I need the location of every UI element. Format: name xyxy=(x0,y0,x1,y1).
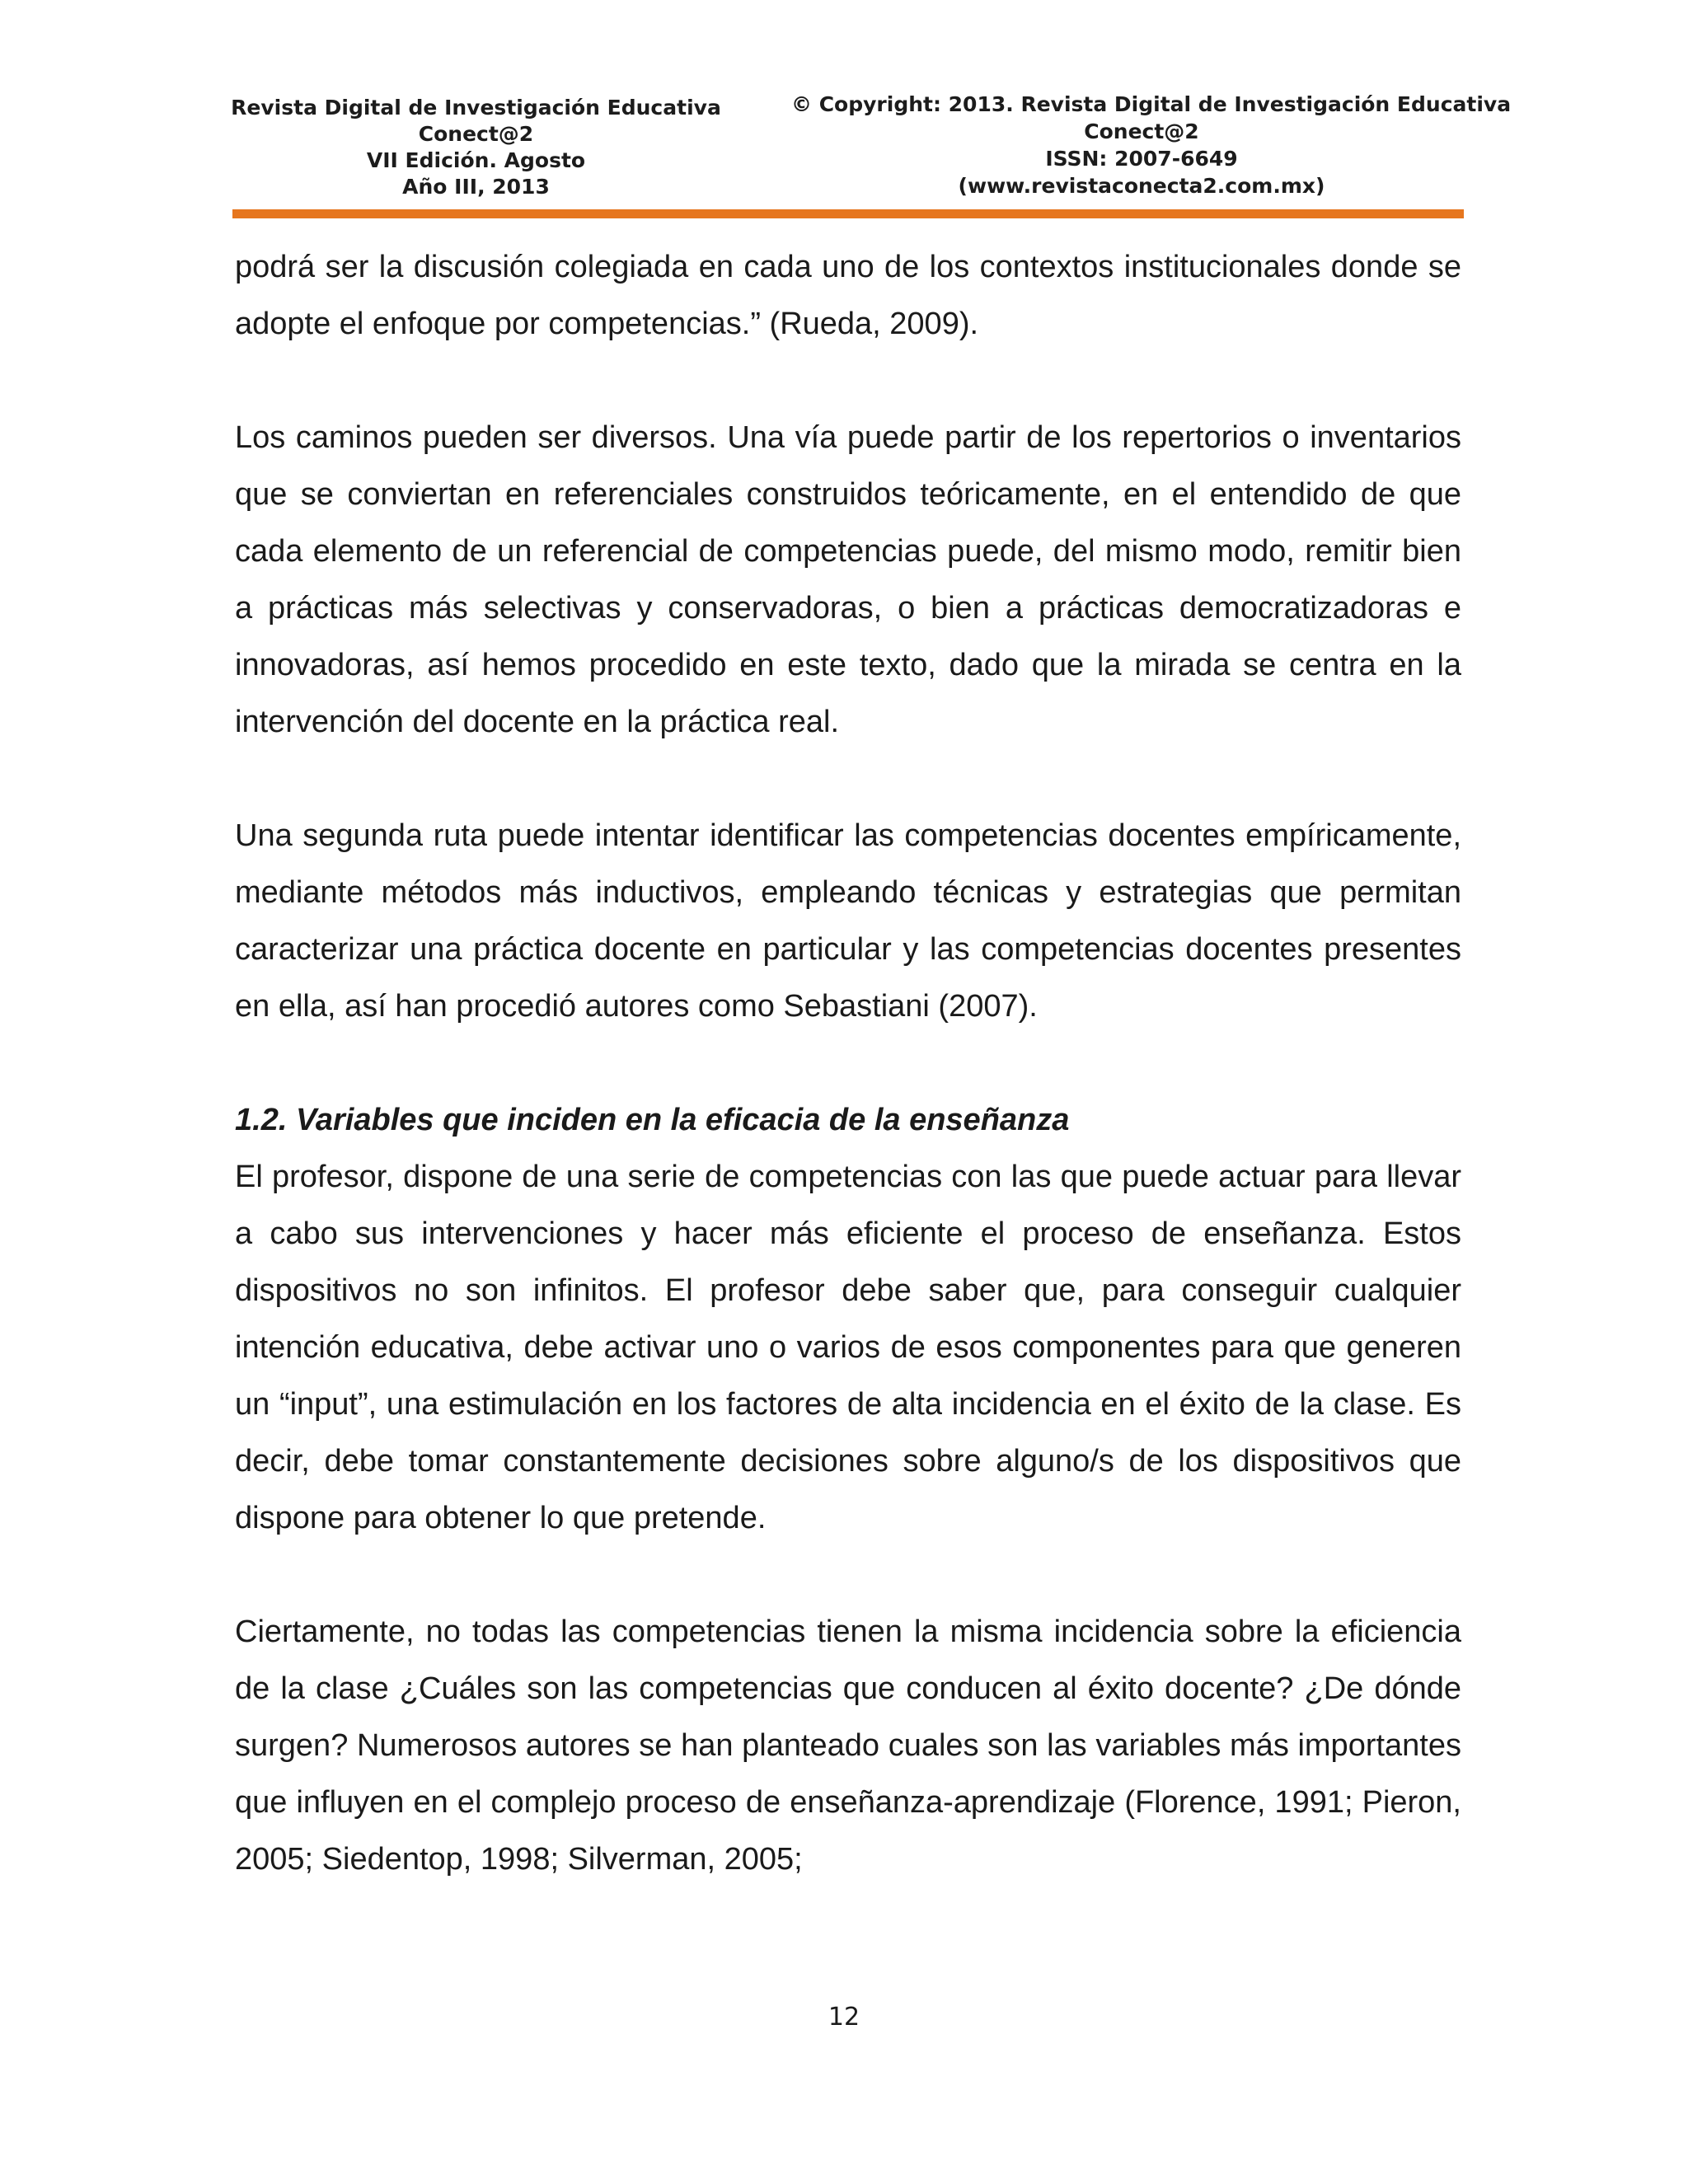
year-label: Año III, 2013 xyxy=(402,175,550,199)
paragraph: Una segunda ruta puede intentar identificar las competencias docentes empíricamente, mediante métodos más inductivos, empleando técnicas y estrategias que permitan caracterizar una práctica docente en particular y las competencias docentes presentes en ella, así han procedió autores como Sebastiani (2007). xyxy=(235,818,1461,1024)
issn-label: ISSN: 2007-6649 xyxy=(1045,147,1238,171)
paragraph: El profesor, dispone de una serie de competencias con las que puede actuar para llevar a cabo sus intervenciones y hacer más eficiente el proceso de enseñanza. Estos dispositivos no son infinitos. El profesor debe saber que, para conseguir cualquier intención educativa, debe activar uno o varios de esos componentes para que generen un “input”, una estimulación en los factores de alta incidencia en el éxito de la clase. Es decir, debe tomar constantemente decisiones sobre alguno/s de los dispositivos que dispone para obtener lo que pretende. xyxy=(235,1160,1461,1535)
journal-short-name-right: Conect@2 xyxy=(1084,120,1199,143)
journal-header-right xyxy=(791,91,1512,199)
page-number: 12 xyxy=(828,2003,860,2032)
journal-title: Revista Digital de Investigación Educativa xyxy=(231,96,721,120)
article-body xyxy=(235,239,1461,1888)
paragraph-spacer xyxy=(235,751,1461,808)
paragraph: podrá ser la discusión colegiada en cada uno de los contextos institucionales donde se adopte el enfoque por competencias.” (Rueda, 2009). xyxy=(235,250,1461,341)
section-heading: 1.2. Variables que inciden en la eficacia de la enseñanza xyxy=(235,1103,1070,1137)
paragraph-spacer xyxy=(235,1035,1461,1092)
paragraph: Ciertamente, no todas las competencias tienen la misma incidencia sobre la eficiencia de la clase ¿Cuáles son las competencias que conducen al éxito docente? ¿De dónde surgen? Numerosos autores se han planteado cuales son las variables más importantes que influyen en el complejo proceso de enseñanza-aprendizaje (Florence, 1991; Pieron, 2005; Siedentop, 1998; Silverman, 2005; xyxy=(235,1615,1461,1877)
copyright-line: © Copyright: 2013. Revista Digital de Investigación Educativa xyxy=(791,92,1512,116)
header-divider xyxy=(232,209,1464,218)
edition-label: VII Edición. Agosto xyxy=(366,148,586,172)
paragraph-spacer xyxy=(235,1547,1461,1604)
journal-short-name: Conect@2 xyxy=(418,122,534,146)
paragraph: Los caminos pueden ser diversos. Una vía puede partir de los repertorios o inventarios que se conviertan en referenciales construidos teóricamente, en el entendido de que cada elemento de un referencial de competencias puede, del mismo modo, remitir bien a prácticas más selectivas y conservadoras, o bien a prácticas democratizadoras e innovadoras, así hemos procedido en este texto, dado que la mirada se centra en la intervención del docente en la práctica real. xyxy=(235,420,1461,739)
journal-url: (www.revistaconecta2.com.mx) xyxy=(958,174,1325,198)
journal-header-left xyxy=(231,95,721,200)
paragraph-spacer xyxy=(235,353,1461,410)
